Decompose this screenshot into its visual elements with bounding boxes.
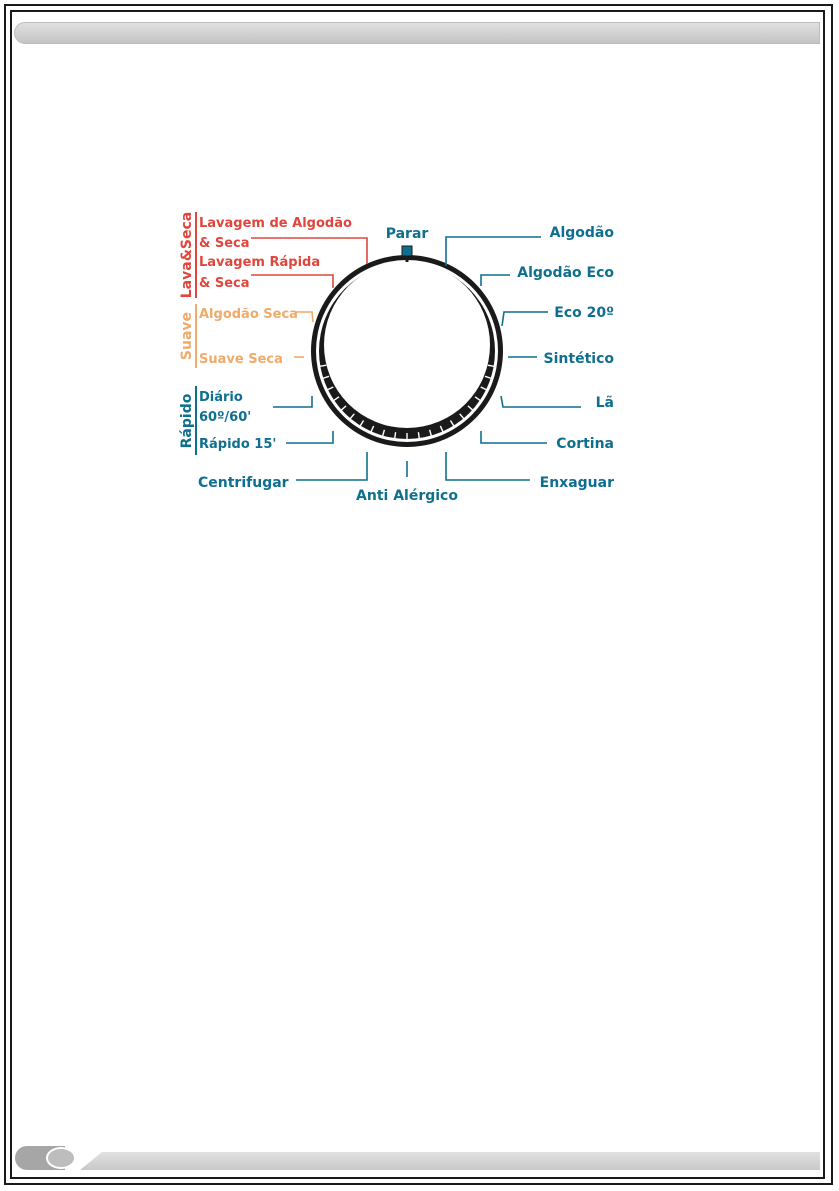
dial-label-diario: Diário bbox=[199, 390, 243, 405]
group-title-rapido: Rápido bbox=[179, 393, 195, 449]
dial-label-enxaguar: Enxaguar bbox=[539, 475, 614, 491]
dial-face bbox=[324, 262, 490, 428]
group-title-lava-seca: Lava&Seca bbox=[179, 211, 195, 299]
dial-label-suave-seca: Suave Seca bbox=[199, 352, 283, 367]
dial-label-centrifugar: Centrifugar bbox=[198, 475, 289, 491]
dial-label-anti-alergico: Anti Alérgico bbox=[356, 488, 458, 504]
dial-label-algodao: Algodão bbox=[549, 225, 614, 241]
dial-label-parar: Parar bbox=[385, 226, 429, 242]
dial-label-lavagem-algodao: Lavagem de Algodão bbox=[199, 216, 352, 231]
dial-label-sintetico: Sintético bbox=[543, 351, 614, 367]
dial-tick bbox=[418, 432, 419, 439]
dial-label-lavagem-rapida: Lavagem Rápida bbox=[199, 255, 321, 270]
dial-tick bbox=[395, 432, 396, 439]
dial-label-la: Lã bbox=[595, 395, 614, 411]
dial-label-lavagem-algodao-seca: & Seca bbox=[199, 236, 250, 251]
dial-label-cortina: Cortina bbox=[556, 436, 614, 452]
dial-label-rapido-15: Rápido 15' bbox=[199, 437, 277, 452]
dial-pointer-icon bbox=[402, 246, 412, 256]
dial-label-algodao-eco: Algodão Eco bbox=[517, 265, 614, 281]
group-title-suave: Suave bbox=[179, 311, 195, 361]
dial-label-algodao-seca: Algodão Seca bbox=[199, 307, 298, 322]
dial-label-60-60: 60º/60' bbox=[199, 410, 252, 425]
dial-knob[interactable] bbox=[311, 255, 503, 447]
dial-label-eco-20: Eco 20º bbox=[554, 305, 614, 321]
dial-label-lavagem-rapida-seca: & Seca bbox=[199, 276, 250, 291]
